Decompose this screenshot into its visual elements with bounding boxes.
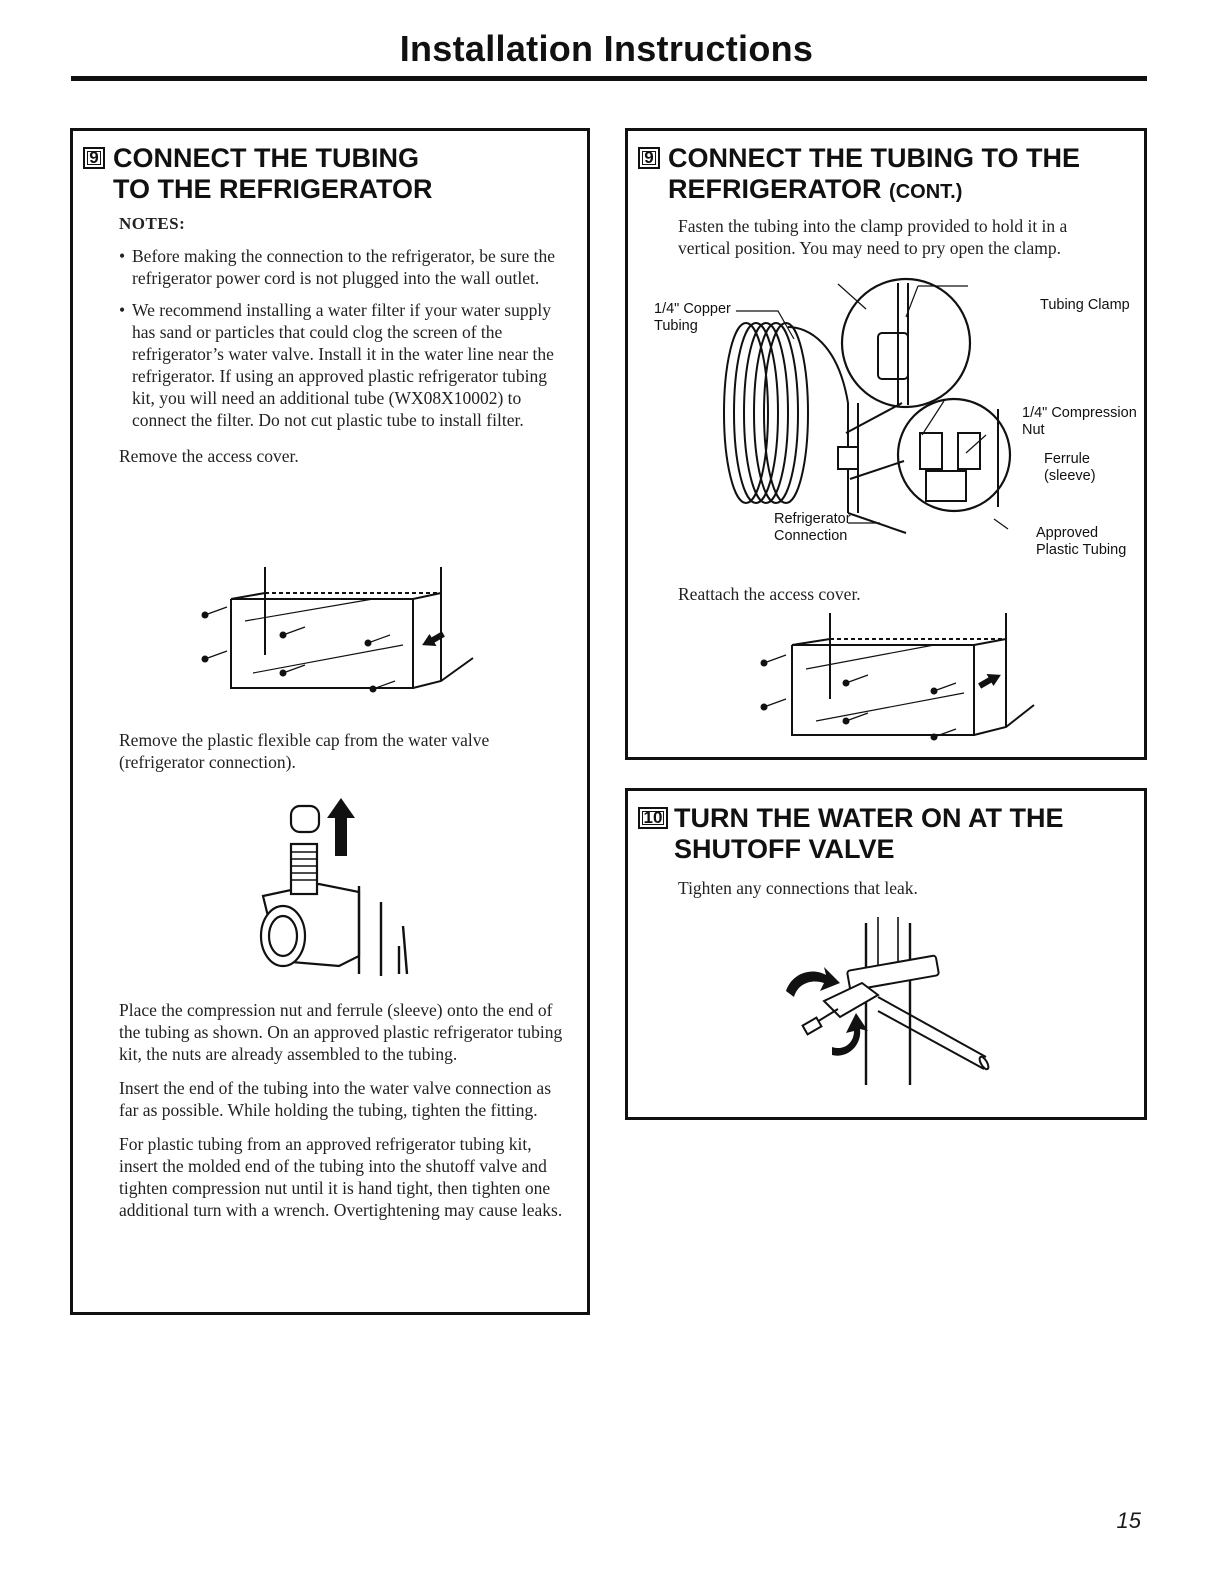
- heading-line-1: CONNECT THE TUBING: [113, 143, 419, 173]
- insert-tubing-paragraph: Insert the end of the tubing into the water valve connection as far as possible. While holding the tubing, tighten the fitting.: [119, 1078, 552, 1120]
- approved-tubing-label: [1036, 525, 1126, 559]
- heading-line-1: CONNECT THE TUBING TO THE: [668, 143, 1081, 173]
- approved-tubing-label-line2: Plastic Tubing: [1036, 542, 1127, 558]
- page-number: 15: [1116, 1508, 1141, 1533]
- ferrule-label: [1044, 451, 1096, 485]
- step-number: 10: [643, 808, 663, 827]
- compression-nut-label-line2: Nut: [1022, 422, 1045, 438]
- reattach-cover-paragraph: Reattach the access cover.: [678, 584, 861, 604]
- notes-label: NOTES:: [119, 214, 186, 233]
- shutoff-valve-illustration: [778, 917, 988, 1097]
- step-number: 9: [89, 148, 99, 167]
- access-cover-reattach-illustration: [750, 609, 1040, 749]
- ferrule-label-line1: Ferrule: [1044, 451, 1090, 467]
- heading-line-2: TO THE REFRIGERATOR: [113, 174, 433, 204]
- step-10-panel: [625, 788, 1147, 1120]
- tubing-clamp-label: [1040, 297, 1130, 314]
- refrigerator-connection-label: [774, 511, 851, 545]
- copper-tubing-label-line2: Tubing: [654, 318, 698, 334]
- compression-nut-label: [1022, 405, 1137, 439]
- tighten-connections-paragraph: Tighten any connections that leak.: [678, 878, 918, 898]
- heading-line-2: [668, 174, 1143, 208]
- notes-block: [119, 213, 574, 467]
- step-heading: [674, 803, 1144, 865]
- step-number: 9: [644, 148, 654, 167]
- copper-tubing-leader: [736, 309, 796, 349]
- fasten-tubing-paragraph: Fasten the tubing into the clamp provided to hold it in a vertical position. You may need to pry open the clamp.: [678, 216, 1068, 258]
- step-9-cont-panel: [625, 128, 1147, 760]
- copper-tubing-label: [654, 301, 731, 335]
- remove-cap-text: [119, 729, 574, 773]
- step-heading: [668, 143, 1143, 208]
- step-heading: [113, 143, 583, 205]
- note-1: • Before making the connection to the refrigerator, be sure the refrigerator power cord is not plugged into the wall outlet.: [119, 245, 574, 289]
- heading-line-2-text: REFRIGERATOR: [668, 174, 882, 204]
- left-instructions: [119, 999, 574, 1221]
- compression-nut-label-line1: 1/4" Compression: [1022, 405, 1137, 421]
- note-2: • We recommend installing a water filter if your water supply has sand or particles that could clog the screen of the refrigerator’s water valve. Install it in the water line near the refrigerator. If using an approved plastic refrigerator tubing kit, you will need an additional tube (WX08X10002) to connect the filter. Do not cut plastic tube to install filter.: [119, 299, 574, 431]
- step-number-badge: [83, 147, 105, 169]
- tighten-connections-text: [678, 877, 1118, 899]
- heading-cont: (CONT.): [889, 181, 963, 203]
- heading-line-2: SHUTOFF VALVE: [674, 834, 895, 864]
- ferrule-label-line2: (sleeve): [1044, 468, 1096, 484]
- heading-line-1: TURN THE WATER ON AT THE: [674, 803, 1064, 833]
- remove-cover-text: Remove the access cover.: [119, 446, 299, 466]
- refrigerator-connection-label-line2: Connection: [774, 528, 848, 544]
- page-title: Installation Instructions: [399, 28, 814, 69]
- remove-cap-paragraph: Remove the plastic flexible cap from the water valve (refrigerator connection).: [119, 730, 490, 772]
- fasten-tubing-text: [678, 215, 1118, 259]
- place-nut-paragraph: Place the compression nut and ferrule (sleeve) onto the end of the tubing as shown. On an approved plastic refrigerator tubing kit, the nuts are already assembled to the tubing.: [119, 1000, 563, 1064]
- step-number-badge: [638, 147, 660, 169]
- plastic-tubing-paragraph: For plastic tubing from an approved refrigerator tubing kit, insert the molded end of the tubing into the shutoff valve and tighten compression nut until it is hand tight, then tighten one additional turn with a wrench. Overtightening may cause leaks.: [119, 1134, 563, 1220]
- copper-tubing-label-line1: 1/4" Copper: [654, 301, 731, 317]
- step-number-badge: [638, 807, 668, 829]
- tubing-clamp-label-text: Tubing Clamp: [1040, 297, 1130, 313]
- title-rule: [71, 76, 1147, 81]
- approved-tubing-label-line1: Approved: [1036, 525, 1099, 541]
- refrigerator-connection-label-line1: Refrigerator: [774, 511, 851, 527]
- step-9-panel: [70, 128, 590, 1315]
- water-valve-cap-illustration: [249, 796, 429, 986]
- access-cover-remove-illustration: [193, 563, 483, 703]
- reattach-cover-text: [678, 583, 1118, 605]
